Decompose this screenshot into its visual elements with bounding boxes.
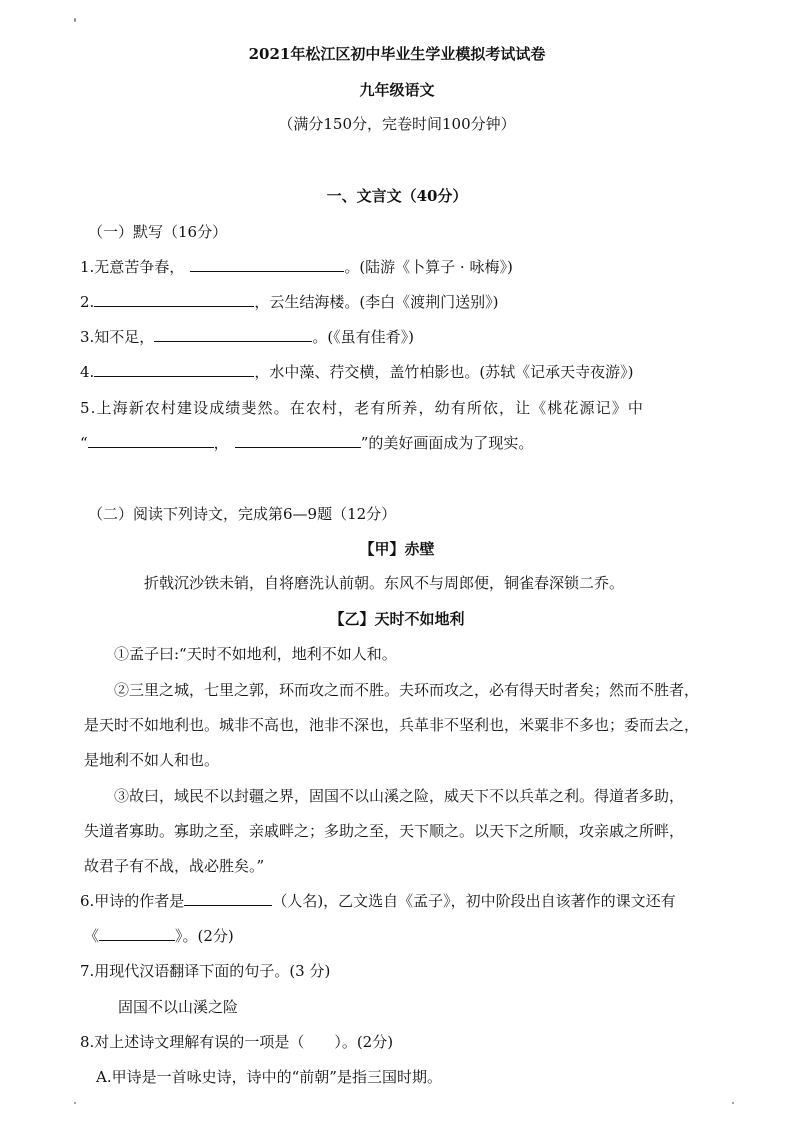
exam-note: （满分150分，完卷时间100分钟） <box>278 115 516 133</box>
passage-yi-title: 【乙】天时不如地利 <box>329 610 465 628</box>
poem-jia-text: 折戟沉沙铁未销，自将磨洗认前朝。东风不与周郎便，铜雀春深锁二乔。 <box>144 574 625 592</box>
answer-blank[interactable] <box>235 433 361 448</box>
question-1: 1.无意苦争春， 。(陆游《卜算子 · 咏梅》) <box>80 258 513 276</box>
question-6-line2: 《 》。(2分) <box>84 927 234 945</box>
question-2: 2. ，云生结海楼。(李白《渡荆门送别》) <box>80 293 499 311</box>
answer-blank[interactable] <box>88 433 214 448</box>
scan-speck <box>74 18 76 22</box>
question-4: 4. ，水中藻、荇交横，盖竹柏影也。(苏轼《记承天寺夜游》) <box>80 363 634 381</box>
answer-blank[interactable] <box>94 362 254 377</box>
scan-speck <box>74 1102 76 1104</box>
passage-paragraph-3c: 故君子有不战，战必胜矣。” <box>84 857 265 875</box>
section1-heading: 一、文言文（40分） <box>326 187 468 205</box>
question-5-line2: “ ， ”的美好画面成为了现实。 <box>80 434 534 452</box>
scan-speck <box>732 1102 734 1104</box>
answer-blank[interactable] <box>99 926 175 941</box>
question-3: 3.知不足， 。(《虽有佳肴》) <box>80 328 415 346</box>
passage-paragraph-3a: ③故曰，域民不以封疆之界，固国不以山溪之险，威天下不以兵革之利。得道者多助， <box>114 787 685 805</box>
question-6: 6.甲诗的作者是 （人名)，乙文选自《孟子》，初中阶段出自该著作的课文还有 <box>80 892 676 910</box>
question-7-sentence: 固国不以山溪之险 <box>118 998 239 1016</box>
answer-blank[interactable] <box>154 327 312 342</box>
question-7: 7.用现代汉语翻译下面的句子。(3 分) <box>80 962 331 980</box>
part2-heading: （二）阅读下列诗文，完成第6—9题（12分） <box>88 505 397 523</box>
passage-paragraph-1: ①孟子曰:“天时不如地利，地利不如人和。 <box>114 645 397 663</box>
subject-title: 九年级语文 <box>359 81 435 99</box>
answer-blank[interactable] <box>184 891 272 906</box>
passage-paragraph-2a: ②三里之城，七里之郭，环而攻之而不胜。夫环而攻之，必有得天时者矣；然而不胜者， <box>114 681 700 699</box>
question-8-option-a: A.甲诗是一首咏史诗，诗中的“前朝”是指三国时期。 <box>96 1068 442 1086</box>
answer-blank[interactable] <box>94 292 254 307</box>
part1-heading: （一）默写（16分） <box>88 223 228 241</box>
passage-paragraph-2c: 是地利不如人和也。 <box>84 751 220 769</box>
question-8: 8.对上述诗文理解有误的一项是（ ）。(2分) <box>80 1033 394 1051</box>
passage-paragraph-2b: 是天时不如地利也。城非不高也，池非不深也，兵革非不坚利也，米粟非不多也；委而去之， <box>84 716 700 734</box>
question-5-line1: 5.上海新农村建设成绩斐然。在农村，老有所养，幼有所依，让《桃花源记》中 <box>80 399 644 417</box>
exam-title: 2021年松江区初中毕业生学业模拟考试试卷 <box>248 45 546 63</box>
answer-blank[interactable] <box>190 257 344 272</box>
passage-paragraph-3b: 失道者寡助。寡助之至，亲戚畔之；多助之至，天下顺之。以天下之所顺，攻亲戚之所畔， <box>84 822 685 840</box>
poem-jia-title: 【甲】赤壁 <box>359 540 435 558</box>
